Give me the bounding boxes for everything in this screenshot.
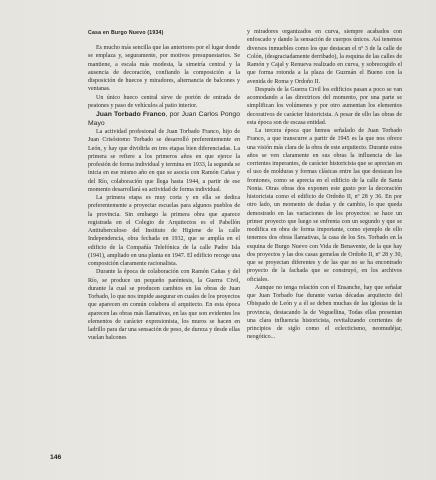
paragraph: Es mucho más sencilla que las anteriores por el lugar donde se emplaza y, seguramente, por motivos presupuestarios. Se mantiene, a escala más modesta, la simetría central y la ausencia de decoración, confiando la composición a la disposición de huecos y miradores, alternancia de balcones y ventanas. <box>88 45 240 93</box>
paragraph: Un único hueco central sirve de portón de entrada de peatones y paso de vehículos al patio interior. <box>88 94 240 109</box>
paragraph: La primera etapa es muy corta y en ella se dedica preferentemente a proyectar escuelas para algunos pueblos de la provincia. Sin embargo la primera obra que aparece registrada en el Colegio de Arquitectos es el Pabellón Antituberculoso del Instituto de Higiene de la calle Independencia, obra fechada en 1932, que se amplía en el edificio de la Compañía Telefónica de la calle Padre Isla (1941), ampliado en una planta en 1947. El edificio recoge una composición claramente racionalista. <box>88 195 240 267</box>
paragraph: Aunque no tenga relación con el Ensanche, hay que señalar que Juan Torbado fue durante varias décadas arquitecto del Obispado de León y a él se deben muchas de las iglesias de la provincia, destacando la de Veguellina, Todas ellas presentan una clara influencia historicista, revitalizando corrientes de principios de siglo como el eclecticismo, neomudéjar, neogótico... <box>247 284 402 341</box>
paragraph: y miradores organizados en curva, siempre acabados con enfoscado y dando la sensación de cuerpos únicos. Así tenemos diversos inmuebles como los que destacan el nº 3 de la calle de Colón, (desgraciadamente derribado), la esquina de las calles de Ramón y Cajal y Renueva realizado en curva, y sobrecogido el que forma rotonda a la plaza de Guzmán el Bueno con la avenida de Roma y Ordoño II. <box>247 29 402 85</box>
page-number: 146 <box>50 454 62 461</box>
running-title: Casa en Burgo Nuevo (1934) <box>88 30 164 36</box>
right-column <box>247 28 402 342</box>
left-column <box>88 44 240 343</box>
paragraph: Durante la época de colaboración con Ramón Cañas y del Río, se produce un pequeño paréntesis, la Guerra Civil, durante la cual se producen cambios en las obras de Juan Torbado, lo que nos impide asegurar en cuales de los proyectos que aparecen en común colabora el arquitecto. En esta época aparecen las obras más llamativas, en las que son evidentes los elementos de carácter expresionista, los muros se hacen en ladrillo para dar una sensación de peso, de dureza y desde ellas vuelan balcones <box>88 269 240 342</box>
section-heading <box>88 110 240 128</box>
section-name: Juan Torbado Franco <box>96 111 166 118</box>
paragraph: La tercera época que hemos señalado de Juan Torbado Franco, a que transcurre a partir de 1945 es la que nos ofrece una visión más clara de la obra de este arquitecto. Durante estos años se ven claramente en sus obras la influencia de las corrientes imperantes, de carácter historicista que se aprecian en el uso de molduras y formas clásicas entre las que destacan los frontones, como se aprecia en el edificio de la calle de Santa Nonia. Otras obras dos exponen este gusto por la decoración historicista como el edificio de Ordoño II, nº 28 y 36. En por otro lado, un momento de dudas y de cambio, lo que queda demostrado en las variaciones de los proyectos: se hace un primer proyecto que luego se enfrenta con un segundo y que se modifica en obra de forma importante, como ejemplo de ello tenemos dos obras llamativas, la casa de los Srs. Torbado en la esquina de Burgo Nuevo con Vida de Benavente, de la que hay dos proyectos y las dos casas gemelas de Ordoño II, nº 28 y 30, que se proyectan diferentes y de las que no se ha encontrado proyecto de la fachada que se construyó, en los archivos oficiales. <box>247 128 402 283</box>
section-author: , por Juan Carlos Pongo Mayo <box>88 111 240 127</box>
paragraph: La actividad profesional de Juan Torbado Franco, hijo de Juan Crisóstomo Torbado se desarrolló preferentemente en León, y hay que dividirla en tres etapas bien diferenciadas. La primera se refiere a los primeros años en que ejerce la profesión de forma individual y termina en 1933, la segunda se inicia en ese mismo año en que se asocia con Ramón Cañas y del Río, colaboración que llega hasta 1944, a partir de ese momento desarrollará su actividad de forma individual. <box>88 129 240 193</box>
paragraph: Después de la Guerra Civil los edificios pasan a poco se van acomodando a las directrices del momento, por una parte se simplifican los volúmenes y por otro aumentan los elementos decorativos de carácter historicista. A pesar de ello las obras de esta época son de escasa entidad. <box>247 86 402 126</box>
